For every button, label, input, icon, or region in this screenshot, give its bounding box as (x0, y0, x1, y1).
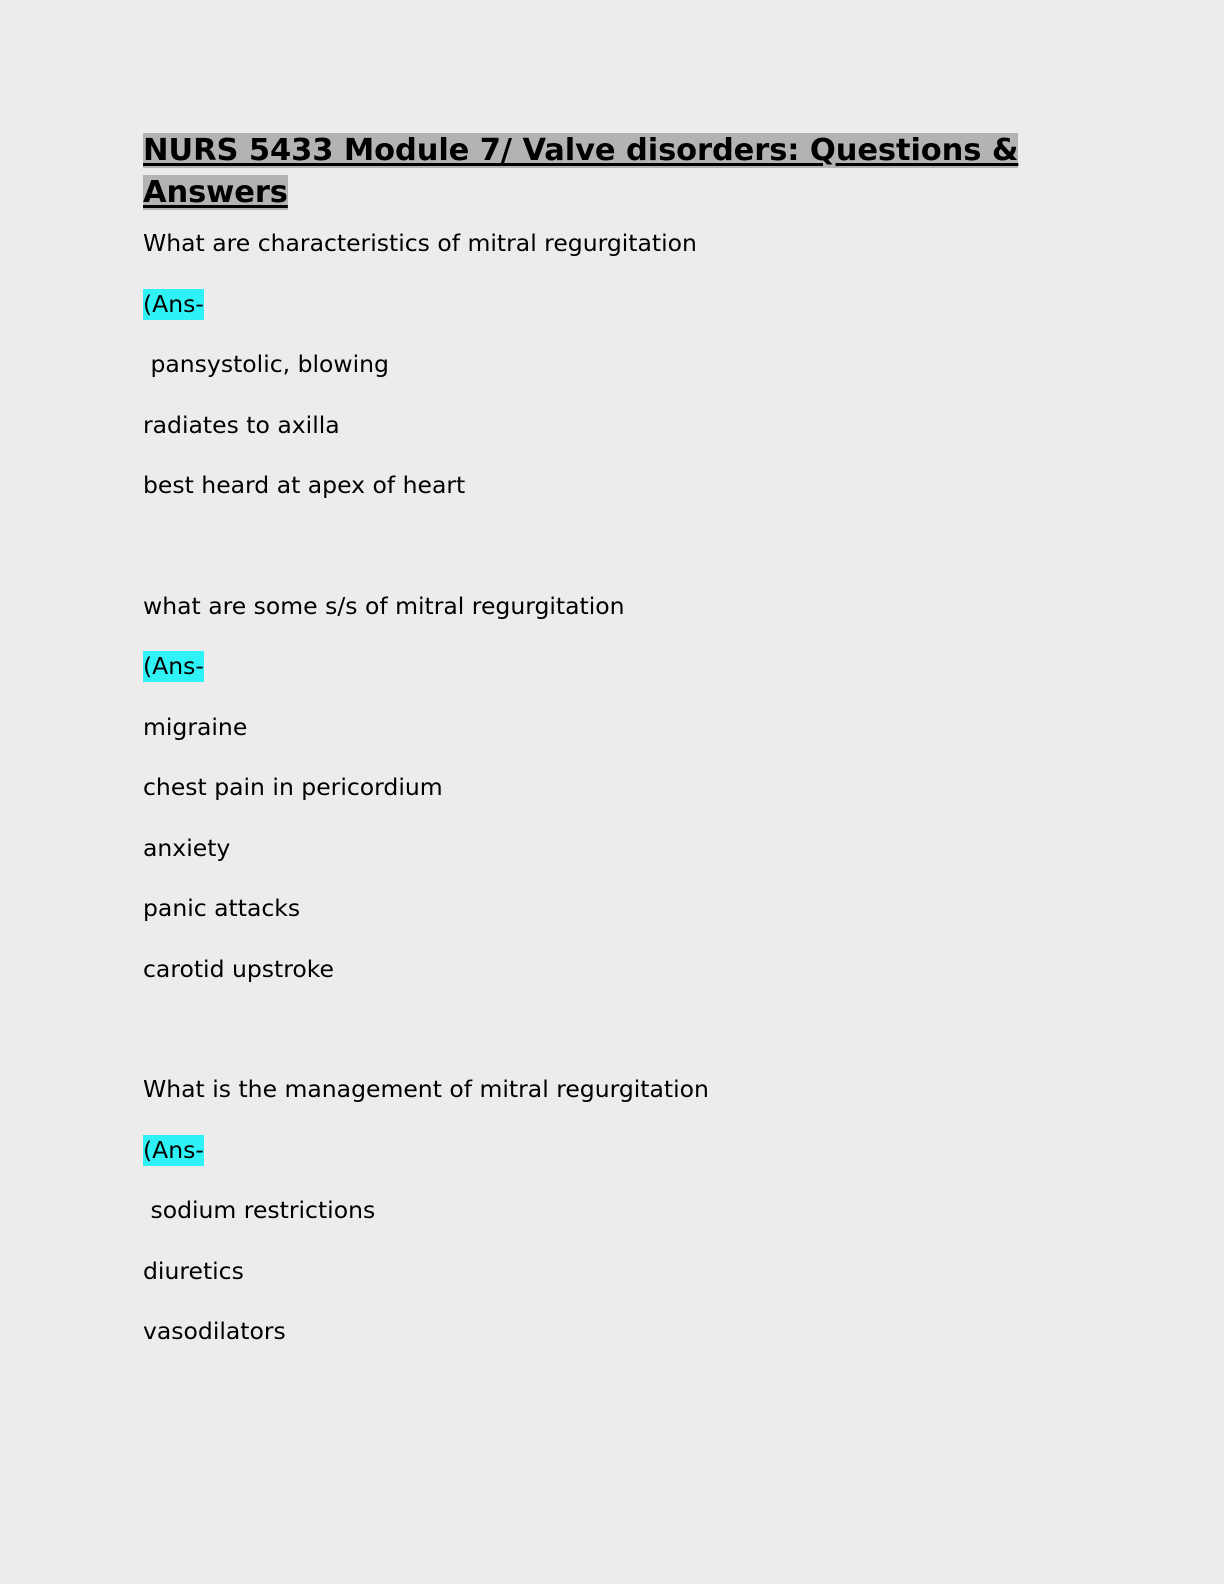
question-text: What are characteristics of mitral regurgitation (143, 229, 697, 258)
answer-line: vasodilators (143, 1317, 286, 1346)
page-title (143, 130, 1084, 214)
answer-line: migraine (143, 712, 248, 741)
answer-line: chest pain in pericordium (143, 773, 443, 802)
answer-marker (143, 1135, 1084, 1164)
answer-line: sodium restrictions (143, 1196, 376, 1225)
answer-line: carotid upstroke (143, 954, 334, 983)
answer-line: panic attacks (143, 894, 301, 923)
answer-marker (143, 289, 1084, 318)
answer-marker-text: (Ans- (143, 652, 204, 681)
blank-line (143, 535, 1084, 558)
answer-marker-text: (Ans- (143, 1135, 204, 1164)
answer-line: anxiety (143, 833, 231, 862)
answer-line: radiates to axilla (143, 410, 340, 439)
answer-marker-text: (Ans- (143, 289, 204, 318)
question-text: What is the management of mitral regurgitation (143, 1075, 709, 1104)
answer-line: pansystolic, blowing (143, 350, 389, 379)
question-text: what are some s/s of mitral regurgitation (143, 591, 625, 620)
answer-marker (143, 652, 1084, 681)
answer-line: diuretics (143, 1256, 244, 1285)
page-title-text: NURS 5433 Module 7/ Valve disorders: Questions & Answers (143, 133, 1019, 211)
answer-line: best heard at apex of heart (143, 471, 466, 500)
blank-line (143, 1018, 1084, 1041)
